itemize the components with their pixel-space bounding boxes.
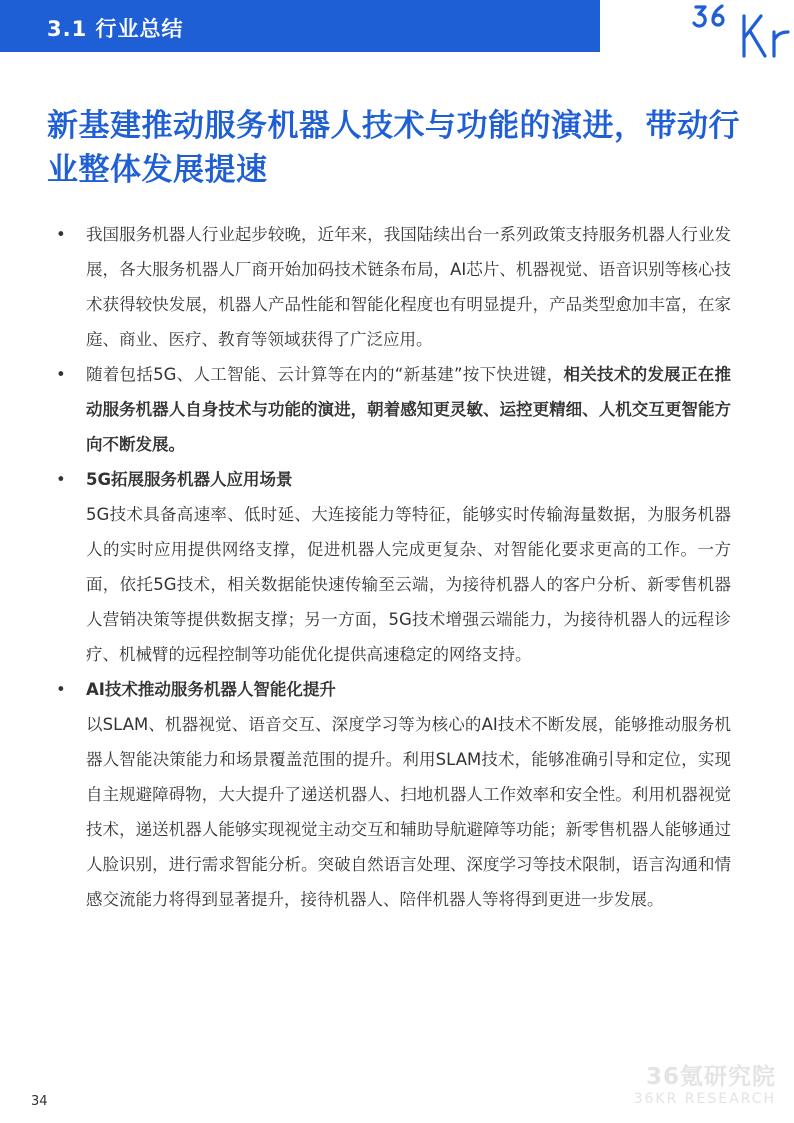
brand-logo: [674, 0, 794, 60]
bullet-icon: •: [56, 225, 66, 244]
bullet-text-normal: 随着包括5G、人工智能、云计算等在内的“新基建”按下快进键，: [86, 365, 564, 384]
research-watermark: [634, 1058, 776, 1107]
section-title: 3.1 行业总结: [47, 17, 184, 41]
bullet-text: [86, 357, 731, 462]
bullet-icon: •: [56, 365, 66, 384]
page-title: 新基建推动服务机器人技术与功能的演进，带动行业整体发展提速: [47, 108, 740, 188]
watermark-en: 36KR RESEARCH: [633, 1091, 776, 1107]
page-number: 34: [31, 1094, 48, 1109]
bullet-text-bold: 相关技术的发展正在推动服务机器人自身技术与功能的演进，朝着感知更灵敏、运控更精细、人机交互更智能方向不断发展。: [86, 365, 731, 454]
bullet-list: [56, 217, 731, 917]
bullet-heading: AI技术推动服务机器人智能化提升: [86, 680, 336, 699]
bullet-body: 5G技术具备高速率、低时延、大连接能力等特征，能够实时传输海量数据，为服务机器人的实时应用提供网络支撑，促进机器人完成更复杂、对智能化要求更高的工作。一方面，依托5G技术，相关数据能快速传输至云端，为接待机器人的客户分析、新零售机器人营销决策等提供数据支撑；另一方面，5G技术增强云端能力，为接待机器人的远程诊疗、机械臂的远程控制等功能优化提供高速稳定的网络支持。: [86, 505, 731, 664]
watermark-cn: 36氪研究院: [645, 1064, 776, 1090]
bullet-heading: 5G拓展服务机器人应用场景: [86, 470, 293, 489]
bullet-item: [56, 672, 731, 917]
header-bar: [0, 0, 600, 52]
bullet-item: [56, 357, 731, 462]
bullet-body: 以SLAM、机器视觉、语音交互、深度学习等为核心的AI技术不断发展，能够推动服务机器人智能决策能力和场景覆盖范围的提升。利用SLAM技术，能够准确引导和定位，实现自主规避障碍物，大大提升了递送机器人、扫地机器人工作效率和安全性。利用机器视觉技术，递送机器人能够实现视觉主动交互和辅助导航避障等功能；新零售机器人能够通过人脸识别，进行需求智能分析。突破自然语言处理、深度学习等技术限制，语言沟通和情感交流能力将得到显著提升，接待机器人、陪伴机器人等将得到更进一步发展。: [86, 715, 731, 909]
bullet-item: [56, 462, 731, 672]
bullet-item: [56, 217, 731, 357]
bullet-icon: •: [56, 470, 66, 489]
bullet-text: 我国服务机器人行业起步较晚，近年来，我国陆续出台一系列政策支持服务机器人行业发展，各大服务机器人厂商开始加码技术链条布局，AI芯片、机器视觉、语音识别等核心技术获得较快发展，机器人产品性能和智能化程度也有明显提升，产品类型愈加丰富，在家庭、商业、医疗、教育等领域获得了广泛应用。: [86, 225, 731, 349]
bullet-icon: •: [56, 680, 66, 699]
